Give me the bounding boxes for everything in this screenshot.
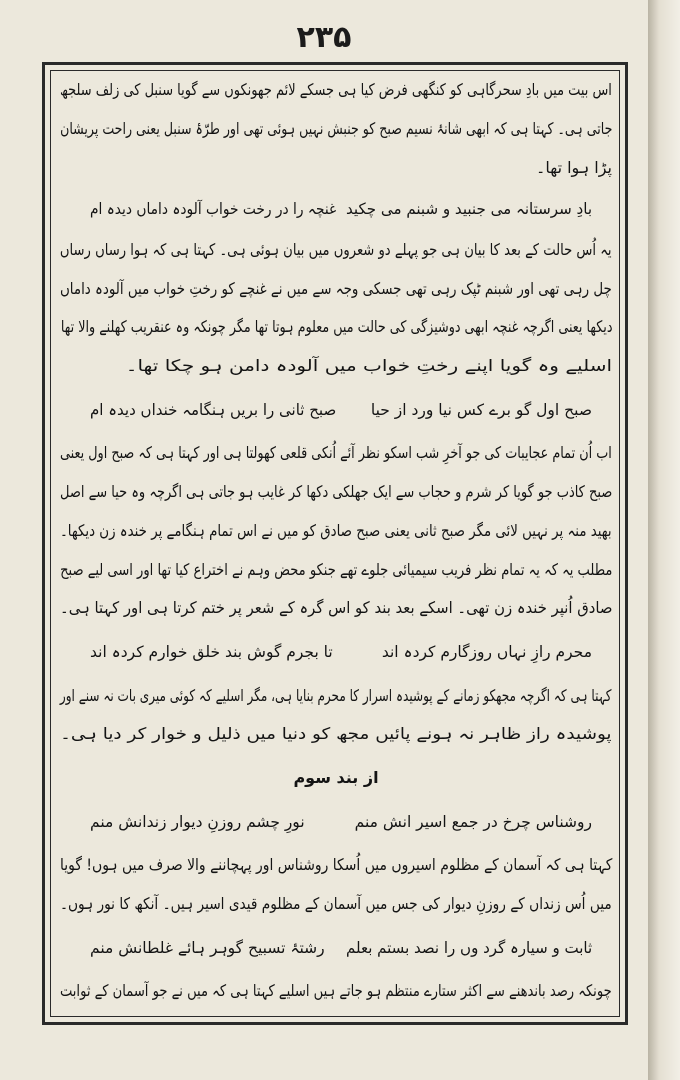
verse-hemistich-second: صبح ثانی را بریں ہنگامہ خنداں دیدہ ام — [90, 400, 337, 419]
verse-hemistich-first: صبح اول گو برے کس نیا ورد از حیا — [370, 400, 592, 419]
prose-line: یہ اُس حالت کے بعد کا بیان ہی جو پہلے دو شعروں میں بیان ہوئی ہی۔ کہتا ہی کہ ہوا رساں رساں — [60, 239, 612, 259]
verse-line — [60, 806, 612, 838]
prose-line: صبح کاذب جو گویا کر شرم و حجاب سے ایک جھلکی دکھا کر غایب ہو جاتی ہی اگرچہ وہ حیا سے اصل — [59, 482, 612, 502]
prose-line: پڑا ہوا تھا۔ — [535, 157, 612, 177]
verse-hemistich-first: ثابت و سیارہ گرد وں را نصد بستم بعلم — [345, 938, 592, 957]
prose-line: اس بیت میں بادِ سحرگاہی کو کنگھی فرض کیا ہی جسکے لائم جھونکوں سے گویا سنبل کی زلف سلجھ — [60, 80, 612, 99]
verse-hemistich-second: تا بجرم گوش بند خلق خوارم کردہ اند — [90, 643, 333, 662]
prose-line: چونکہ رصد باندھنے سے اکثر ستارے منتظم ہو جاتے ہیں اسلیے کہتا ہی کہ میں نے جو آسمان کے ثوابت — [60, 981, 612, 1001]
verse-hemistich-first: روشناس چرخ در جمع اسیر انش منم — [354, 812, 592, 831]
verse-hemistich-second: رشتۂ تسبیح گوہر ہائے غلطانش منم — [90, 938, 325, 957]
prose-line: پوشیدہ راز ظاہر نہ ہونے پائیں مجھ کو دنیا میں ذلیل و خوار کر دیا ہی۔ — [60, 724, 612, 744]
verse-hemistich-first: محرم رازِ نہاں روزگارم کردہ اند — [381, 643, 592, 662]
prose-line: مطلب یہ کہ یہ تمام نظر فریب سیمیائی جلوے تھے جنکو محض وہم نے اختراع کیا تھا اور اسی لیے صبح — [59, 559, 612, 579]
section-heading: از بند سوم — [293, 768, 379, 788]
verse-hemistich-second: غنچہ را در رخت خواب آلودہ داماں دیدہ ام — [90, 199, 337, 218]
verse-line — [60, 636, 612, 668]
page-text — [60, 74, 612, 1014]
verse-hemistich-first: بادِ سرستانہ می جنبید و شبنم می چکید — [345, 199, 592, 218]
prose-line: اب اُن تمام عجایبات کی جو آخرِ شب اسکو نظر آئے اُنکی قلعی کھولتا ہی اور کہتا ہی کہ صبح اول یعنی — [60, 443, 612, 463]
prose-line: کہتا ہی کہ اگرچہ مجھکو زمانے کے پوشیدہ اسرار کا محرم بنایا ہی، مگر اسلیے کہ کوئی میری بات نہ سنے اور — [60, 685, 612, 705]
prose-line: کہتا ہی کہ آسمان کے مظلوم اسیروں میں اُسکا روشناس اور پہچاننے والا صرف میں ہوں! گویا — [59, 855, 612, 875]
prose-line: جاتی ہی۔ کہتا ہی کہ ابھی شانۂ نسیم صبح کو جنبش نہیں ہوئی تھی اور طرّۂ سنبل یعنی راحت پریشان — [59, 118, 612, 138]
verse-line — [60, 193, 612, 225]
prose-line: اسلیے وہ گویا اپنے رختِ خواب میں آلودہ دامن ہو چکا تھا۔ — [125, 356, 612, 376]
prose-line: چل رہی تھی اور شبنم ٹپک رہی تھی جسکی وجہ سے میں نے غنچے کو رختِ خواب میں آلودہ داماں — [60, 278, 612, 298]
prose-line: صادق اُنپر خندہ زن تھی۔ اسکے بعد بند کو اس گرہ کے شعر پر ختم کرتا ہی اور کہتا ہی۔ — [59, 598, 612, 618]
page-number: ۲۳۵ — [296, 20, 352, 55]
verse-line — [60, 394, 612, 426]
next-page-edge — [648, 0, 680, 1080]
prose-line: دیکھا یعنی اگرچہ غنچہ ابھی دوشیزگی کی حالت میں معلوم ہوتا تھا مگر چونکہ وہ عنقریب کھلنے والا تھا — [60, 317, 612, 337]
verse-hemistich-second: نورِ چشم روزنِ دیوار زندانش منم — [90, 812, 305, 831]
prose-line: میں اُس زنداں کے روزنِ دیوار کی جس میں آسمان کے مظلوم قیدی اسیر ہیں۔ آنکھ کا نور ہوں۔ — [60, 894, 612, 914]
prose-line: بھید منہ پر نہیں لائی مگر صبح ثانی یعنی صبح صادق کو میں نے اس تمام ہنگامے پر خندہ زن دیکھا۔ — [60, 520, 612, 540]
verse-line — [60, 932, 612, 964]
